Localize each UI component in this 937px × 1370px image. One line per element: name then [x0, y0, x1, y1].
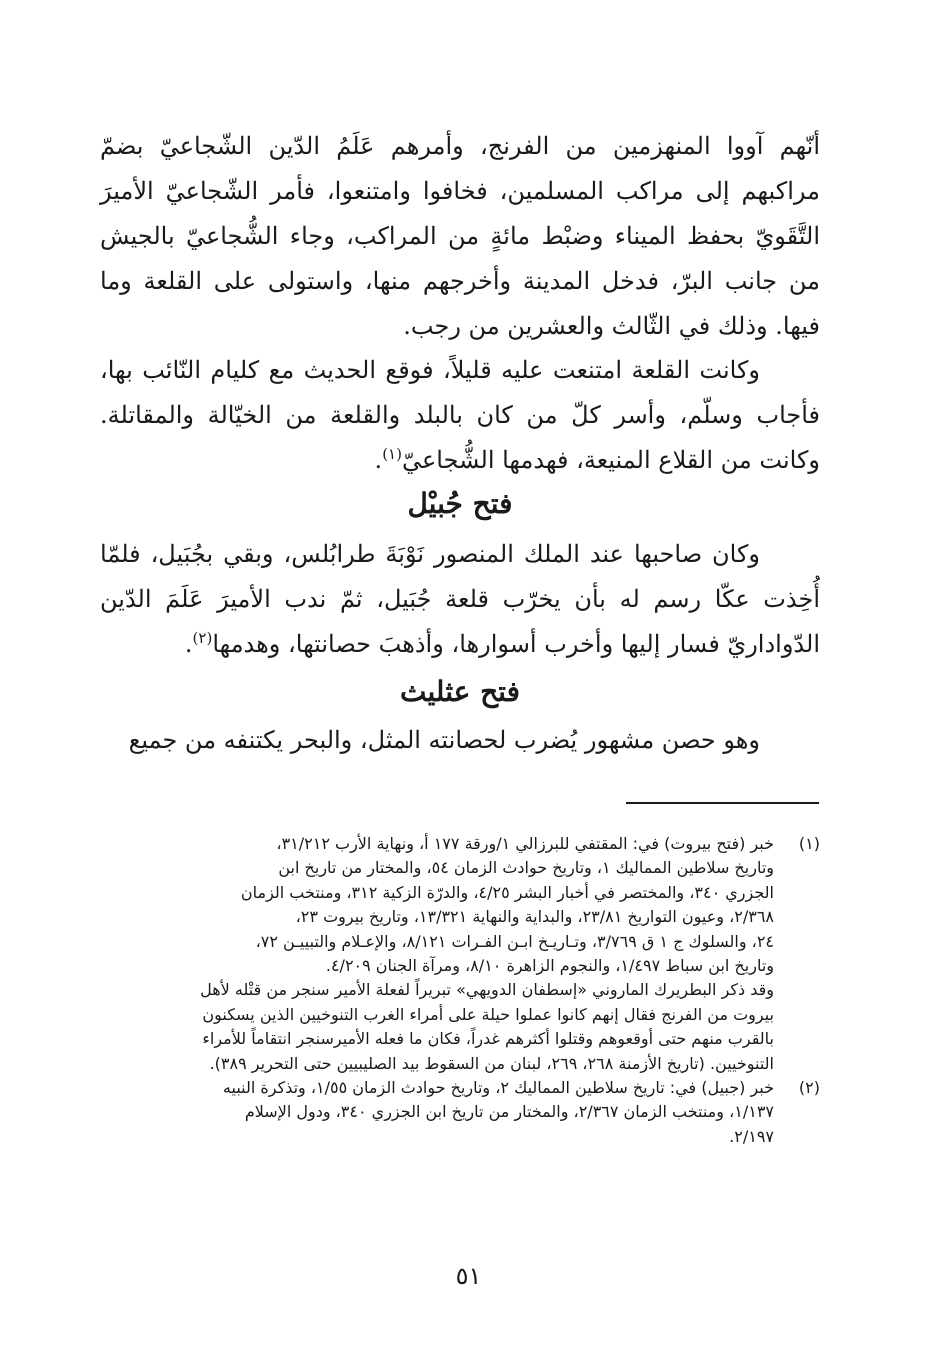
footnote-line: خبر (جبيل) في: تاريخ سلاطين المماليك ٢، وتاريخ حوادث الزمان ١/٥٥، وتذكرة النبيه: [222, 1078, 774, 1098]
paragraph-text: أنّهم آووا المنهزمين من الفرنج، وأمرهم عَلَمُ الدّين الشّجاعيّ بضمّ مراكبهم إلى مراكب المسلمين، فخافوا وامتنعوا، فأمر الشّجاعيّ الأميرَ التَّقَويّ بحفظ الميناء وضبْط مائةٍ من المراكب، وجاء الشُّجاعيّ بالجيش من جانب البرّ، فدخل المدينة وأخرجهم منها، واستولى على القلعة وما فيها. وذلك في الثّالث والعشرين من رجب.: [100, 132, 820, 340]
page-number: ٥١: [455, 1262, 482, 1290]
footnote-note-line: التنوخيين. (تاريخ الأزمنة ٢٦٨، ٢٦٩، لبنان من السقوط بيد الصليبيين حتى التحرير ٣٨٩).: [209, 1053, 774, 1073]
footnote: [100, 832, 820, 978]
footnote-reference: (٢): [192, 629, 213, 647]
footnote-note-line: بالقرب منهم حتى أوقعوهم وقتلوا أكثرهم غدراً، فكان ما فعله الأميرسنجر انتقاماً للأمراء: [202, 1029, 774, 1049]
footnote-reference: (١): [382, 445, 402, 463]
paragraph-end-mark: .: [374, 446, 383, 474]
paragraph-text-main: وكان صاحبها عند الملك المنصور نَوْبَةَ طرابُلس، وبقي بجُبَيل، فلمّا أُخِذت عكّا رسم له بأن يخرّب قلعة جُبَيل، ثمّ ندب الأميرَ عَلَمَ الدّين الدّواداريّ فسار إليها وأخرب أسوارها، وأذهبَ حصانتها، وهدمها: [100, 540, 820, 658]
paragraph-text-main: وكانت القلعة امتنعت عليه قليلاً، فوقع الحديث مع كليام النّائب بها، فأجاب وسلّم، وأسر كلّ من كان بالبلد والقلعة من الخيّالة والمقاتلة. وكانت من القلاع المنيعة، فهدمها الشُّجاعيّ: [100, 356, 821, 474]
body-paragraph: [100, 718, 820, 763]
paragraph-end-mark: .: [184, 630, 193, 658]
footnote-line: الجزري ٣٤٠، والمختصر في أخبار البشر ٤/٢٥، والدرّة الزكية ٣١٢، ومنتخب الزمان: [240, 882, 774, 902]
section-heading: فتح جُبيْل: [407, 487, 513, 520]
footnote-line: ١/١٣٧، ومنتخب الزمان ٢/٣٦٧، والمختار من تاريخ ابن الجزري ٣٤٠، ودول الإسلام: [244, 1102, 774, 1122]
footnote-line: ٢٤، والسلوك ج ١ ق ٣/٧٦٩، وتـاريـخ ابـن الفـرات ٨/١٢١، والإعـلام والتبييـن ٧٢،: [255, 931, 774, 951]
paragraph-text: [100, 348, 820, 483]
paragraph-text: وهو حصن مشهور يُضرب لحصانته المثل، والبحر يكتنفه من جميع: [128, 726, 760, 754]
footnote-separator: [626, 802, 819, 804]
footnote-line: خبر (فتح بيروت) في: المقتفي للبرزالي ١/ورقة ١٧٧ أ، ونهاية الأرب ٣١/٢١٢،: [276, 834, 774, 853]
footnote-line: وتاريخ ابن سباط ١/٤٩٧، والنجوم الزاهرة ٨/١٠، ومرآة الجنان ٤/٢٠٩.: [325, 956, 774, 976]
footnote-line: ٢/١٩٧.: [729, 1126, 774, 1146]
footnotes-section: [100, 832, 820, 1149]
footnote: [100, 1076, 820, 1149]
body-paragraph: [100, 532, 820, 667]
footnote-note-line: وقد ذكر البطريرك الماروني «إسطفان الدويهي» تبريراً لفعلة الأمير سنجر من قتْله لأهل: [200, 980, 774, 1000]
footnote-note-line: بيروت من الفرنج فقال إنهم كانوا عملوا حيلة على أمراء الغرب التنوخيين الذين يسكنون: [202, 1004, 774, 1024]
footnote-line: ٢/٣٦٨، وعيون التواريخ ٢٣/٨١، والبداية والنهاية ١٣/٣٢١، وتاريخ بيروت ٢٣،: [295, 907, 774, 927]
section-heading: فتح عثليث: [399, 675, 521, 708]
paragraph-text: [100, 532, 820, 667]
body-paragraph: [100, 348, 820, 483]
footnote-number: (١): [798, 834, 820, 853]
footnote-line: وتاريخ سلاطين المماليك ١، وتاريخ حوادث الزمان ٥٤، والمختار من تاريخ ابن: [278, 858, 774, 878]
footnote-commentary: [100, 978, 820, 1076]
body-paragraph: [100, 124, 820, 349]
footnote-number: (٢): [798, 1078, 820, 1098]
